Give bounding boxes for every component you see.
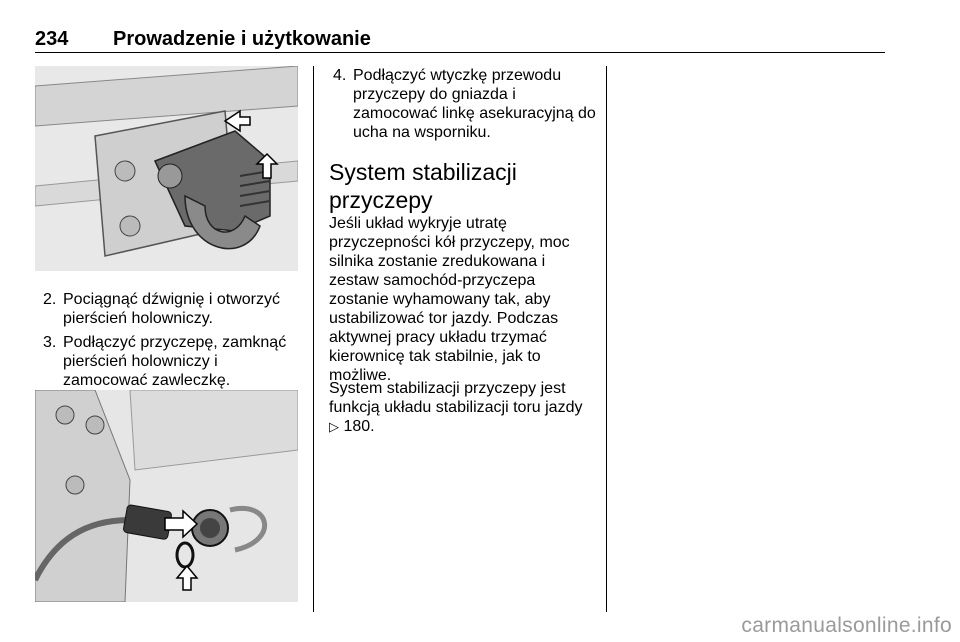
tow-hook-illustration xyxy=(35,66,298,271)
watermark: carmanualsonline.info xyxy=(741,614,952,637)
page-header xyxy=(35,26,885,53)
cross-reference-arrow-icon: ▷ xyxy=(329,419,339,434)
section-paragraph-1: Jeśli układ wykryje utratę przyczepności kół przyczepy, moc silnika zostanie zredukowana i zestaw samochód-przyczepa zostanie wyhamowany tak, aby ustabilizować tor jazdy. Podczas aktywnej pracy układu trzymać kierownicę tak stabilnie, jak to możliwe. xyxy=(329,215,570,384)
section-paragraph-2 xyxy=(329,379,599,436)
trailer-socket-illustration xyxy=(35,390,298,602)
section-heading: System stabilizacji przyczepy xyxy=(329,159,517,213)
running-title: Prowadzenie i użytkowanie xyxy=(113,28,371,50)
column-divider-left xyxy=(313,66,314,612)
step-2 xyxy=(43,290,305,328)
column-divider-right xyxy=(606,66,607,612)
step-3 xyxy=(43,333,305,390)
step-4 xyxy=(333,66,599,142)
paragraph-2-text: System stabilizacji przyczepy jest funkcją układu stabilizacji toru jazdy xyxy=(329,380,583,416)
step-number: 4. xyxy=(333,67,347,84)
page-number: 234 xyxy=(35,28,69,50)
step-text: Pociągnąć dźwignię i otworzyć pierścień holowniczy. xyxy=(63,291,280,327)
step-number: 2. xyxy=(43,291,57,308)
step-text: Podłączyć wtyczkę przewodu przyczepy do gniazda i zamocować linkę asekuracyjną do ucha na wsporniku. xyxy=(353,67,596,141)
xref-page-link[interactable]: 180. xyxy=(343,418,375,435)
step-text: Podłączyć przyczepę, zamknąć pierścień holowniczy i zamocować zawleczkę. xyxy=(63,334,287,389)
step-number: 3. xyxy=(43,334,57,351)
